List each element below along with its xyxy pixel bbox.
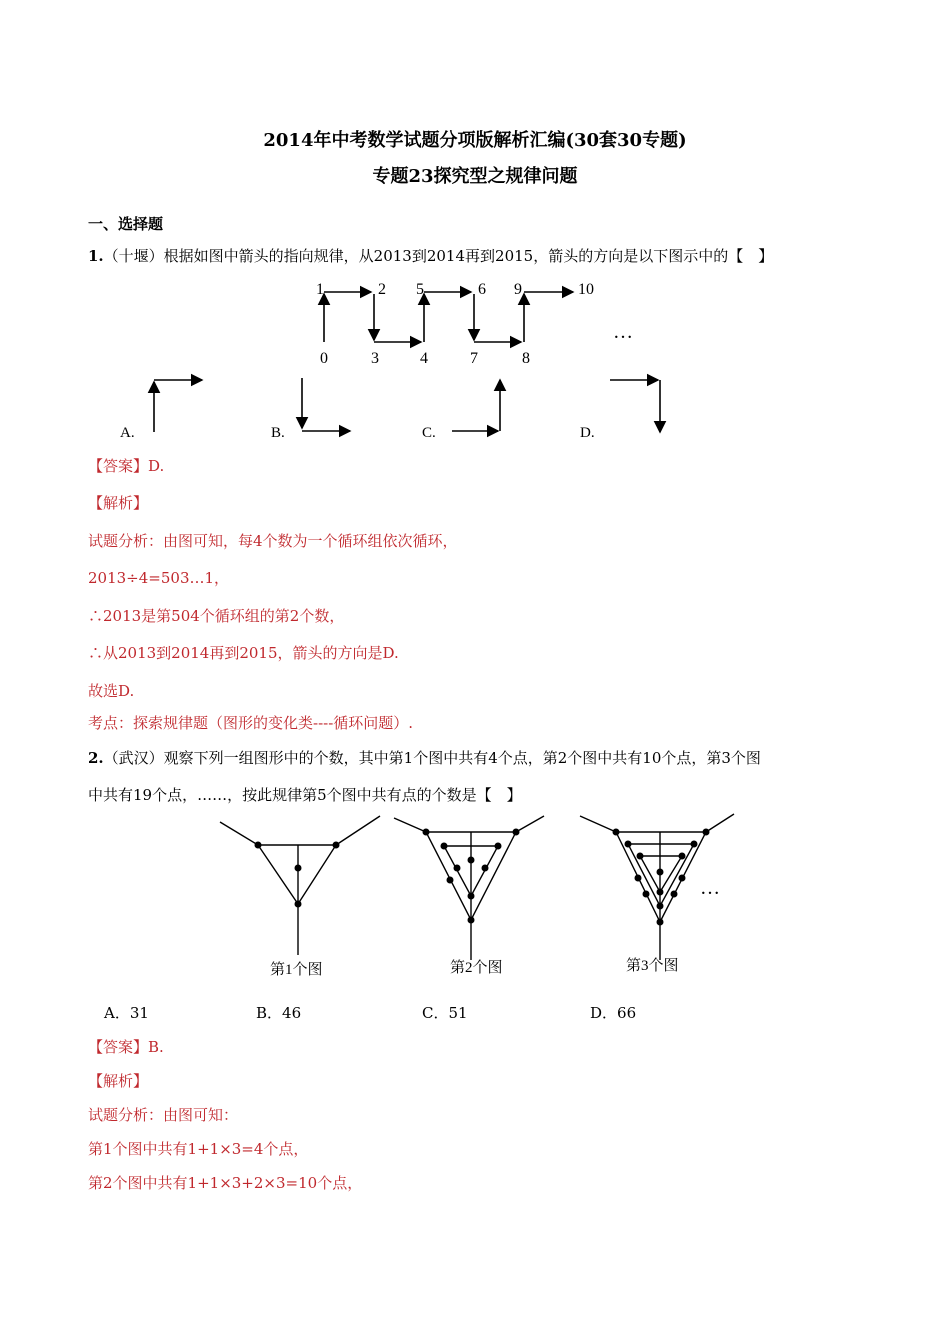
q1-bottom-number: 4 [420, 350, 428, 367]
q1-option-label: B. [271, 425, 285, 441]
q2-analysis-line: 第2个图中共有1+1×3+2×3=10个点， [88, 1174, 363, 1192]
q1-bottom-number: 8 [522, 350, 530, 367]
q2-option-d: D．66 [590, 1004, 637, 1022]
q1-answer: 【答案】D. [88, 457, 165, 475]
q1-analysis-line: 故选D. [88, 682, 135, 700]
question-1-number: 1. [88, 247, 104, 265]
q2-option-c: C．51 [422, 1004, 468, 1022]
document-title: 2014年中考数学试题分项版解析汇编(30套30专题) [263, 130, 687, 151]
q1-analysis-line: ∴从2013到2014再到2015，箭头的方向是D. [88, 644, 399, 662]
q2-answer: 【答案】B. [88, 1038, 164, 1056]
q2-analysis-label: 【解析】 [88, 1072, 149, 1090]
question-2-number: 2. [88, 749, 104, 767]
q2-analysis-line: 第1个图中共有1+1×3=4个点， [88, 1140, 309, 1158]
q1-kaodian: 考点：探索规律题（图形的变化类----循环问题）. [88, 714, 414, 732]
document-subtitle: 专题23探究型之规律问题 [372, 166, 578, 187]
q1-option-label: C. [422, 425, 436, 441]
question-1 [88, 245, 773, 266]
q1-analysis-line: 2013÷4=503…1， [88, 569, 230, 587]
q1-top-number: 10 [578, 281, 594, 298]
q1-bottom-number: 7 [470, 350, 478, 367]
section-heading: 一、选择题 [88, 215, 164, 233]
q1-option-label: D. [580, 425, 595, 441]
q2-option-a: A．31 [104, 1004, 149, 1022]
q1-analysis-label: 【解析】 [88, 494, 149, 512]
q2-option-b: B．46 [256, 1004, 302, 1022]
question-2 [88, 747, 761, 768]
q1-bottom-number: 0 [320, 350, 328, 367]
q1-analysis-line: ∴2013是第504个循环组的第2个数， [88, 607, 345, 625]
q2-figure-caption: 第1个图 [270, 962, 323, 978]
question-1-text: （十堰）根据如图中箭头的指向规律，从2013到2014再到2015，箭头的方向是以下图示中的【 】 [103, 247, 774, 265]
q1-option-label: A. [120, 425, 135, 441]
q1-top-number: 2 [378, 281, 386, 298]
q1-bottom-number: 3 [371, 350, 379, 367]
q1-top-number: 6 [478, 281, 486, 298]
q1-analysis-line: 试题分析：由图可知，每4个数为一个循环组依次循环， [88, 532, 458, 550]
q2-analysis-line: 试题分析：由图可知： [88, 1106, 239, 1124]
question-2-text-line1: （武汉）观察下列一组图形中的个数，其中第1个图中共有4个点，第2个图中共有10个点，第3个图 [103, 749, 761, 767]
question-2-text-line2: 中共有19个点，……，按此规律第5个图中共有点的个数是【 】 [88, 786, 522, 804]
q2-dot-figure [214, 810, 754, 980]
q2-figure-caption: 第2个图 [450, 960, 503, 976]
q1-top-number: 1 [316, 281, 324, 298]
q1-ellipsis: … [613, 321, 633, 343]
q1-arrow-figure [88, 270, 708, 450]
q2-figure-caption: 第3个图 [626, 958, 679, 974]
q2-ellipsis: … [700, 877, 720, 899]
q1-top-number: 5 [416, 281, 424, 298]
q1-top-number: 9 [514, 281, 522, 298]
